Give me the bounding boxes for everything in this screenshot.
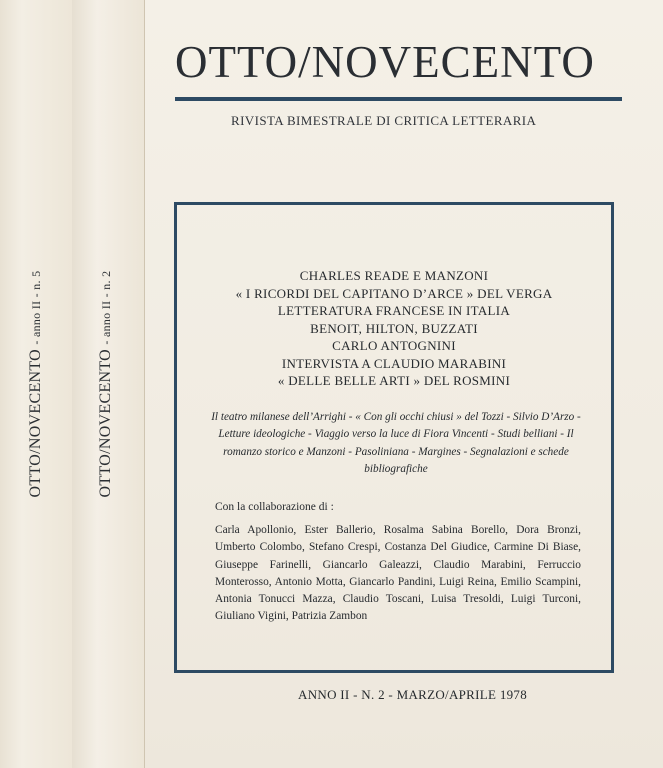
magazine-cover	[145, 0, 663, 768]
headline: LETTERATURA FRANCESE IN ITALIA	[277, 303, 511, 318]
headline: CARLO ANTOGNINI	[332, 338, 456, 353]
spine-label	[97, 271, 115, 498]
issue-line: ANNO II - N. 2 - MARZO/APRILE 1978	[298, 687, 528, 702]
headline: CHARLES READE E MANZONI	[299, 268, 489, 283]
spine-issue: - anno II - n. 2	[99, 270, 113, 345]
collaboration-label: Con la collaborazione di :	[215, 501, 334, 513]
headline: « DELLE BELLE ARTI » DEL ROSMINI	[277, 373, 511, 388]
spine-label	[27, 271, 45, 498]
spine-title: OTTO/NOVECENTO	[27, 348, 44, 498]
headline-list	[177, 267, 611, 390]
headline: « I RICORDI DEL CAPITANO D’ARCE » DEL VERGA	[235, 285, 553, 301]
spine-volume-2	[72, 0, 145, 768]
headline: BENOIT, HILTON, BUZZATI	[310, 320, 478, 336]
spine-volume-5	[0, 0, 73, 768]
contents-box	[174, 202, 614, 673]
masthead: OTTO/NOVECENTO	[175, 37, 595, 87]
masthead-rule	[175, 97, 622, 101]
collaborator-list: Carla Apollonio, Ester Ballerio, Rosalma Sabina Borello, Dora Bronzi, Umberto Colombo, Stefano Crespi, Costanza Del Giudice, Carmine Di Biase, Giuseppe Farinelli, Giancarlo Galeazzi, Claudio Marabini, Ferruccio Monterosso, Antonio Motta, Giancarlo Pandini, Luigi Reina, Emilio Scampini, Antonia Tonucci Mazza, Claudio Toscani, Luisa Tresoldi, Luigi Turconi, Giuliano Vigini, Patrizia Zambon	[215, 524, 581, 623]
spine-title: OTTO/NOVECENTO	[97, 348, 114, 498]
italic-contents: Il teatro milanese dell’Arrighi - « Con gli occhi chiusi » del Tozzi - Silvio D’Arzo - Letture ideologiche - Viaggio verso la luce di Fiora Vincenti - Studi belliani - Il romanzo storico e Manzoni - Pasoliniana - Margines - Segnalazioni e schede bibliografiche	[211, 411, 581, 475]
headline: INTERVISTA A CLAUDIO MARABINI	[281, 355, 507, 371]
spine-issue: - anno II - n. 5	[29, 270, 43, 345]
subtitle: RIVISTA BIMESTRALE DI CRITICA LETTERARIA	[231, 113, 537, 128]
